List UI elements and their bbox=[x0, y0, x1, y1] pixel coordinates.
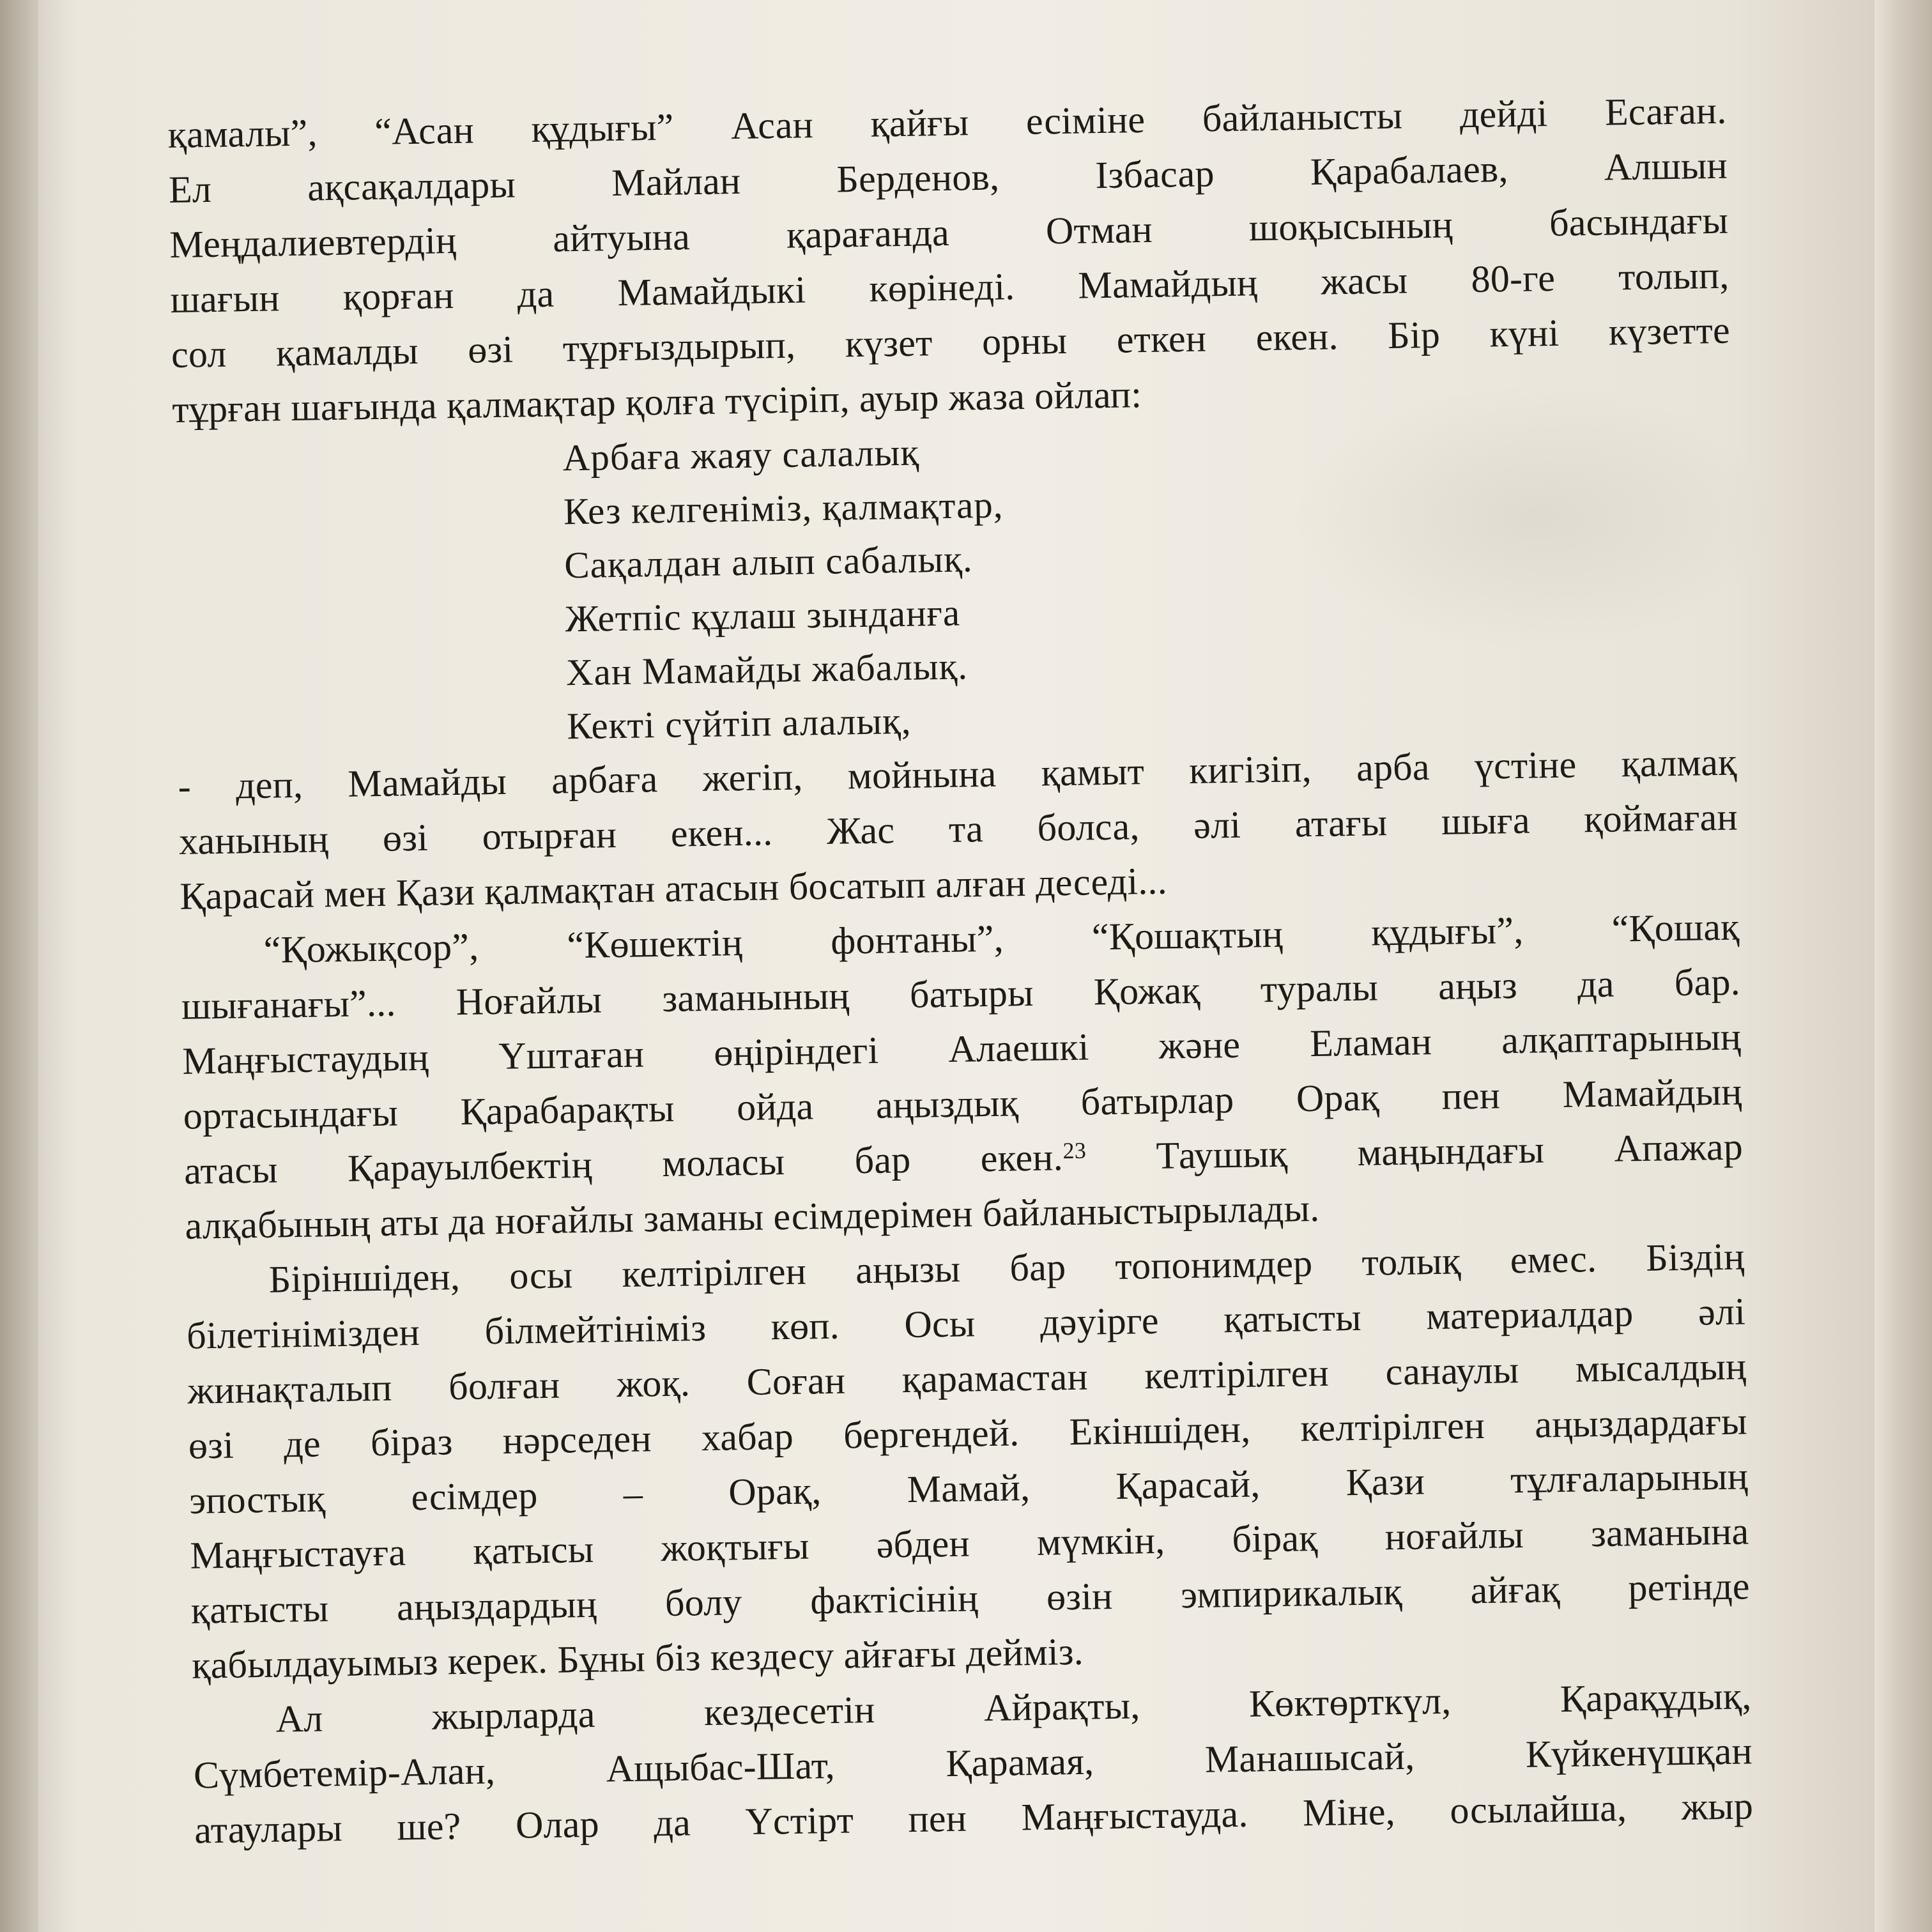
page-gutter-left bbox=[0, 0, 38, 1932]
text-line: “Қожықсор”, “Көшектің фонтаны”, “Қошақтың құдығы”, “Қошақ bbox=[263, 905, 1740, 971]
text-fragment: Таушық маңындағы Апажар bbox=[1156, 1125, 1744, 1177]
text-line: Біріншіден, осы келтірілген аңызы бар топонимдер толық емес. Біздің bbox=[268, 1235, 1745, 1301]
text-line: - деп, Мамайды арбаға жегіп, мойнына қамыт кигізіп, арба үстіне қалмақ bbox=[178, 740, 1737, 808]
text-line: Сүмбетемір-Алан, Ащыбас-Шат, Қарамая, Манашысай, Күйкенүшқан bbox=[193, 1729, 1753, 1797]
page-text bbox=[167, 83, 1754, 1858]
verse-line: Кез келгеніміз, қалмақтар, bbox=[563, 483, 1004, 533]
paragraph-songs bbox=[192, 1668, 1754, 1857]
paragraph-toponyms bbox=[180, 900, 1744, 1254]
paragraph-after-verse bbox=[178, 735, 1739, 924]
text-fragment: атасы Қарауылбектің моласы бар екен. bbox=[183, 1136, 1064, 1192]
text-line: Маңғыстауға қатысы жоқтығы әбден мүмкін, бірақ ноғайлы заманына bbox=[190, 1510, 1749, 1577]
verse-line: Арбаға жаяу салалық bbox=[562, 431, 920, 479]
text-line: Маңғыстаудың Үштаған өңіріндегі Алаешкі және Еламан алқаптарының bbox=[181, 1015, 1742, 1082]
text-line: өзі де біраз нәрседен хабар бергендей. Екіншіден, келтірілген аңыздардағы bbox=[188, 1400, 1748, 1467]
verse-line: Жетпіс құлаш зынданға bbox=[565, 591, 961, 640]
text-line: шығанағы”... Ноғайлы заманының батыры Қожақ туралы аңыз да бар. bbox=[181, 960, 1741, 1027]
text-line: жинақталып болған жоқ. Соған қарамастан келтірілген санаулы мысалдың bbox=[187, 1345, 1747, 1412]
text-line: Ал жырларда кездесетін Айрақты, Көктөрткүл, Қарақұдық, bbox=[275, 1675, 1752, 1740]
verse-line: Сақалдан алып сабалық. bbox=[564, 537, 974, 586]
text-line: білетінімізден білмейтініміз көп. Осы дәуірге қатысты материалдар әлі bbox=[186, 1290, 1746, 1357]
verse-line: Кекті сүйтіп алалық, bbox=[566, 699, 912, 747]
text-line: шағын қорған да Мамайдыкі көрінеді. Мамайдың жасы 80-ге толып, bbox=[170, 254, 1729, 321]
text-line: қамалы”, “Асан құдығы” Асан қайғы есіміне байланысты дейді Есаған. bbox=[167, 89, 1727, 156]
paragraph-firstly bbox=[185, 1229, 1751, 1692]
footnote-reference: 23 bbox=[1062, 1137, 1087, 1164]
text-line: тұрған шағында қалмақтар қолға түсіріп, ауыр жаза ойлап: bbox=[171, 373, 1142, 431]
text-line: Ел ақсақалдары Майлан Берденов, Ізбасар Қарабалаев, Алшын bbox=[168, 144, 1728, 211]
poem-verse bbox=[172, 413, 1736, 759]
text-line: Қарасай мен Қази қалмақтан атасын босатып алған деседі... bbox=[179, 859, 1168, 917]
text-line: қабылдауымыз керек. Бұны біз кездесу айғағы дейміз. bbox=[191, 1630, 1084, 1687]
text-line: қатысты аңыздардың болу фактісінің өзін эмпирикалық айғақ ретінде bbox=[190, 1565, 1751, 1632]
paragraph-intro bbox=[167, 83, 1731, 437]
text-line: алқабының аты да ноғайлы заманы есімдерімен байланыстырылады. bbox=[184, 1186, 1320, 1247]
text-line: ортасындағы Қарабарақты ойда аңыздық батырлар Орақ пен Мамайдың bbox=[183, 1070, 1743, 1137]
text-line: сол қамалды өзі тұрғыздырып, күзет орны еткен екен. Бір күні күзетте bbox=[171, 309, 1731, 376]
text-line: атаулары ше? Олар да Үстірт пен Маңғыстауда. Міне, осылайша, жыр bbox=[194, 1784, 1754, 1851]
text-line: ханының өзі отырған екен... Жас та болса, әлі атағы шыға қоймаған bbox=[178, 795, 1738, 862]
verse-line: Хан Мамайды жабалық. bbox=[565, 645, 969, 694]
text-line: эпостық есімдер – Орақ, Мамай, Қарасай, Қази тұлғаларының bbox=[188, 1455, 1749, 1522]
text-line: Меңдалиевтердің айтуына қарағанда Отман шоқысының басындағы bbox=[169, 199, 1729, 266]
page-edge-right bbox=[1874, 0, 1932, 1932]
